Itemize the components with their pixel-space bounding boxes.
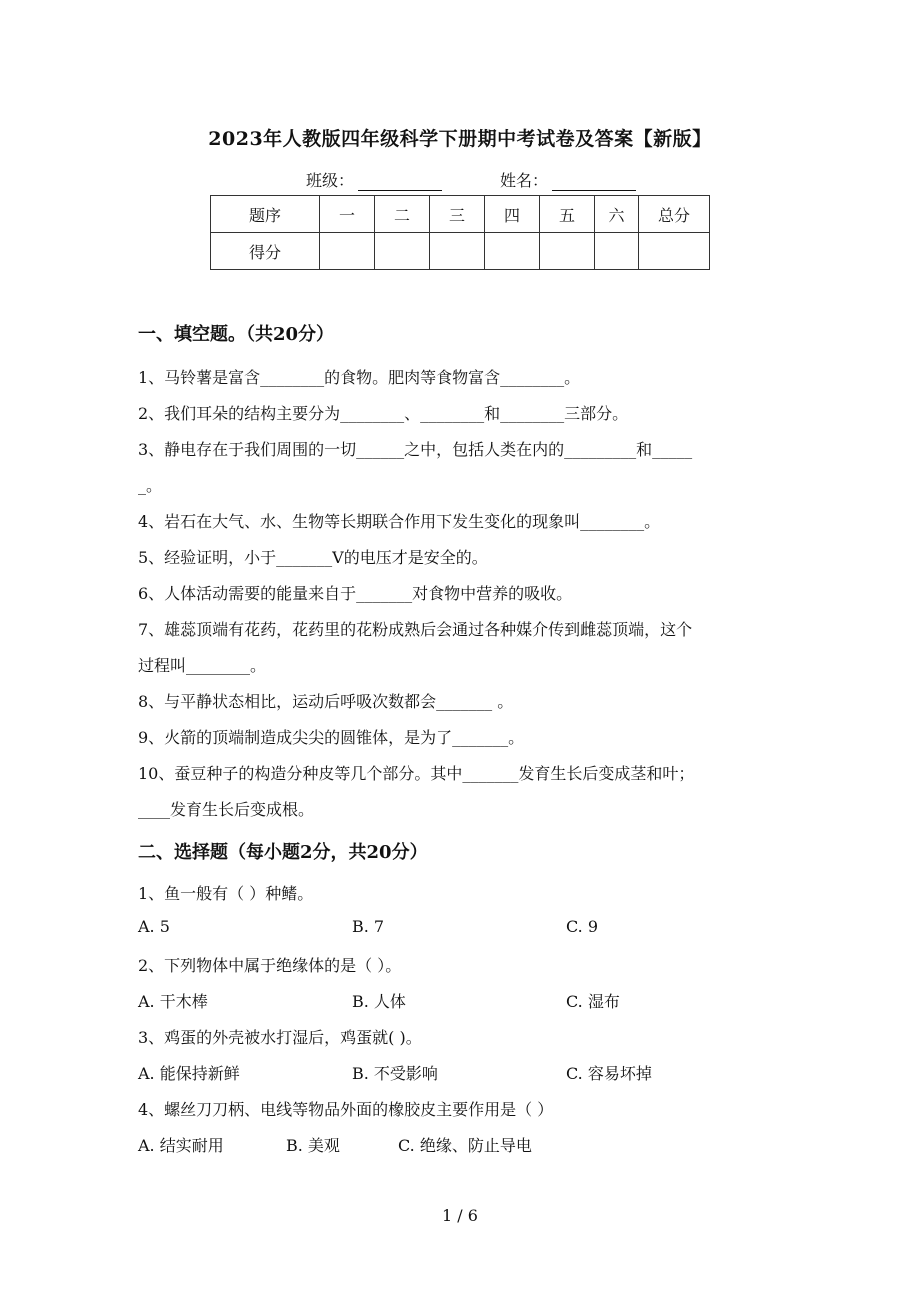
class-blank (358, 174, 442, 191)
option: B. 人体 (352, 992, 406, 1011)
option: B. 7 (352, 917, 385, 936)
option: C. 湿布 (566, 992, 620, 1011)
score-cell-empty (430, 233, 485, 270)
score-table-header-row (211, 196, 710, 233)
class-label: 班级： (306, 171, 355, 190)
option: A. 干木棒 (138, 992, 208, 1011)
question-line: 5、经验证明，小于_______V的电压才是安全的。 (138, 548, 488, 567)
question-line: _。 (138, 476, 163, 495)
question-stem: 4、螺丝刀刀柄、电线等物品外面的橡胶皮主要作用是（ ） (138, 1100, 554, 1119)
score-cell: 题序 (211, 196, 320, 233)
option: A. 结实耐用 (138, 1136, 224, 1155)
score-table (210, 195, 710, 270)
option: C. 绝缘、防止导电 (398, 1136, 532, 1155)
option: C. 9 (566, 917, 599, 936)
option: B. 不受影响 (352, 1064, 438, 1083)
score-cell: 六 (595, 196, 639, 233)
score-cell: 总分 (639, 196, 710, 233)
question-line: ____发育生长后变成根。 (138, 800, 315, 819)
score-table-score-row (211, 233, 710, 270)
score-cell: 二 (375, 196, 430, 233)
section-heading-fill-in: 一、填空题。（共20分） (138, 324, 335, 345)
question-line: 8、与平静状态相比，运动后呼吸次数都会_______ 。 (138, 692, 514, 711)
question-line: 3、静电存在于我们周围的一切______之中，包括人类在内的_________和_____ (138, 440, 693, 459)
score-cell-empty (639, 233, 710, 270)
score-cell: 五 (540, 196, 595, 233)
question-line: 1、马铃薯是富含________的食物。肥肉等食物富含________。 (138, 368, 581, 387)
question-stem: 1、鱼一般有（ ）种鳍。 (138, 884, 314, 903)
score-cell: 一 (320, 196, 375, 233)
question-line: 6、人体活动需要的能量来自于_______对食物中营养的吸收。 (138, 584, 573, 603)
page-title: 2023年人教版四年级科学下册期中考试卷及答案【新版】 (208, 128, 712, 150)
score-cell-empty (595, 233, 639, 270)
class-field (306, 168, 442, 191)
score-cell-empty (485, 233, 540, 270)
question-line: 过程叫________。 (138, 656, 267, 675)
question-stem: 3、鸡蛋的外壳被水打湿后，鸡蛋就( )。 (138, 1028, 422, 1047)
score-cell-empty (375, 233, 430, 270)
score-cell-empty (320, 233, 375, 270)
page-number: 1 / 6 (442, 1206, 478, 1225)
option: A. 5 (138, 917, 170, 936)
score-cell-empty (540, 233, 595, 270)
name-label: 姓名： (500, 171, 549, 190)
name-field (500, 168, 636, 191)
question-line: 2、我们耳朵的结构主要分为________、________和________三部分。 (138, 404, 629, 423)
name-blank (552, 174, 636, 191)
question-line: 7、雄蕊顶端有花药，花药里的花粉成熟后会通过各种媒介传到雌蕊顶端，这个 (138, 620, 693, 639)
question-line: 9、火箭的顶端制造成尖尖的圆锥体，是为了_______。 (138, 728, 525, 747)
option: B. 美观 (286, 1136, 340, 1155)
question-stem: 2、下列物体中属于绝缘体的是（ ）。 (138, 956, 402, 975)
score-cell: 四 (485, 196, 540, 233)
question-line: 10、蚕豆种子的构造分种皮等几个部分。其中_______发育生长后变成茎和叶； (138, 764, 695, 783)
section-heading-multiple-choice: 二、选择题（每小题2分，共20分） (138, 842, 428, 863)
score-cell: 三 (430, 196, 485, 233)
question-line: 4、岩石在大气、水、生物等长期联合作用下发生变化的现象叫________。 (138, 512, 661, 531)
option: C. 容易坏掉 (566, 1064, 652, 1083)
option: A. 能保持新鲜 (138, 1064, 240, 1083)
score-row-label: 得分 (211, 233, 320, 270)
